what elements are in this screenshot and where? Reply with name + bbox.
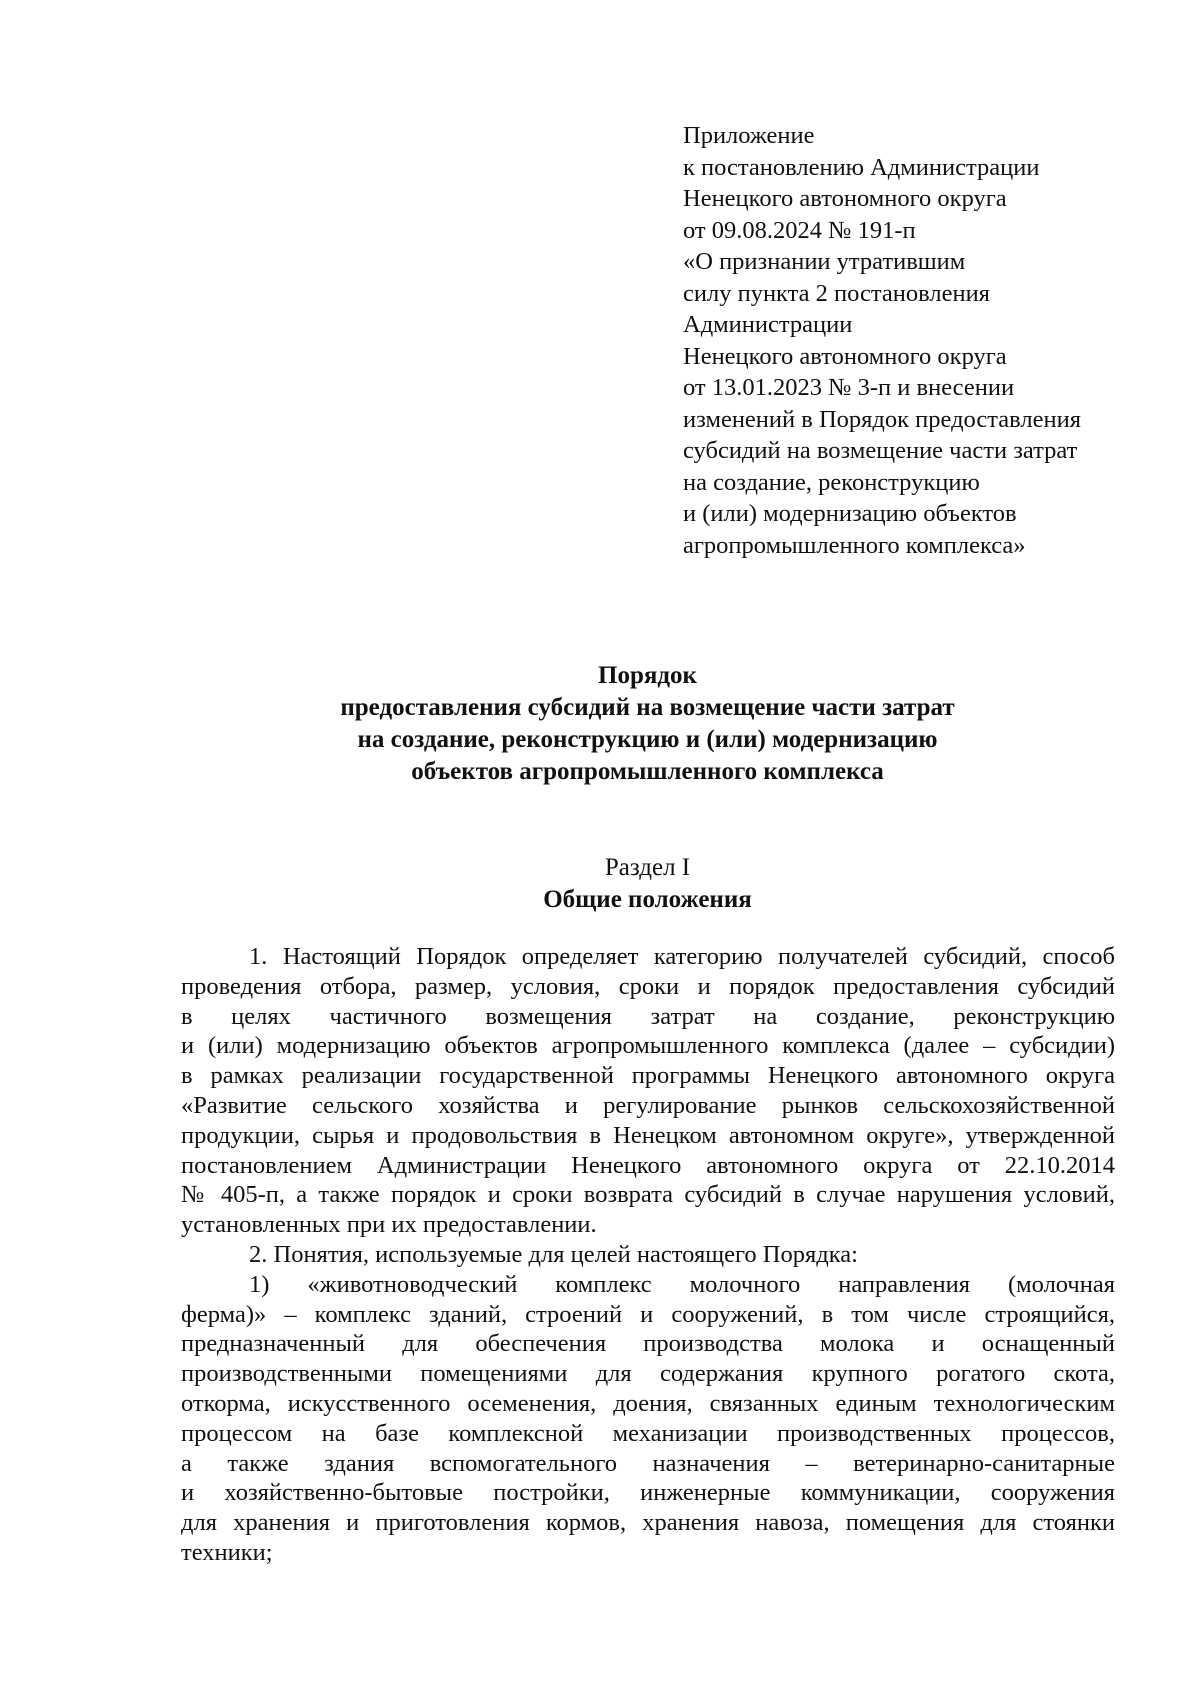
- section-header: [180, 852, 1115, 916]
- body-line: и (или) модернизацию объектов агропромышленного комплекса (далее – субсидии): [181, 1032, 1115, 1060]
- body-line: в целях частичного возмещения затрат на создание, реконструкцию: [181, 1002, 1115, 1030]
- document-title: [180, 660, 1115, 788]
- appendix-line: Администрации: [683, 311, 853, 338]
- appendix-block: [683, 120, 1163, 561]
- appendix-line: силу пункта 2 постановления: [683, 279, 990, 307]
- appendix-line: Ненецкого автономного округа: [683, 185, 1007, 212]
- title-line: Порядок: [598, 662, 697, 689]
- appendix-line: и (или) модернизацию объектов: [683, 500, 1017, 527]
- title-line: предоставления субсидий на возмещение части затрат: [340, 694, 955, 721]
- body-line: установленных при их предоставлении.: [181, 1211, 597, 1239]
- paragraph-2: [181, 1240, 1115, 1270]
- body-line: в рамках реализации государственной программы Ненецкого автономного округа: [181, 1062, 1115, 1090]
- appendix-line: Ненецкого автономного округа: [683, 342, 1007, 370]
- body-line: ферма)» – комплекс зданий, строений и сооружений, в том числе строящийся,: [181, 1300, 1115, 1328]
- body-line: проведения отбора, размер, условия, сроки и порядок предоставления субсидий: [181, 972, 1115, 1000]
- body-line: 1) «животноводческий комплекс молочного направления (молочная: [249, 1270, 1115, 1298]
- section-heading: Общие положения: [543, 886, 752, 913]
- section-label: Раздел I: [604, 854, 691, 881]
- appendix-line: на создание, реконструкцию: [683, 468, 980, 496]
- body-line: для хранения и приготовления кормов, хранения навоза, помещения для стоянки: [181, 1509, 1115, 1537]
- body-line: предназначенный для обеспечения производства молока и оснащенный: [181, 1330, 1115, 1358]
- body-line: техники;: [181, 1538, 273, 1566]
- appendix-line: к постановлению Администрации: [683, 153, 1040, 181]
- body-line: производственными помещениями для содержания крупного рогатого скота,: [181, 1360, 1115, 1388]
- appendix-line: «О признании утратившим: [683, 248, 966, 275]
- body-line: «Развитие сельского хозяйства и регулирование рынков сельскохозяйственной: [181, 1091, 1115, 1119]
- body-line: 2. Понятия, используемые для целей настоящего Порядка:: [249, 1240, 858, 1268]
- appendix-line: от 13.01.2023 № 3-п и внесении: [683, 374, 1015, 401]
- appendix-line: Приложение: [683, 122, 815, 149]
- body-line: и хозяйственно-бытовые постройки, инженерные коммуникации, сооружения: [181, 1479, 1115, 1507]
- appendix-line: изменений в Порядок предоставления: [683, 405, 1081, 433]
- document-body: [181, 942, 1115, 1568]
- appendix-line: от 09.08.2024 № 191-п: [683, 216, 916, 244]
- body-line: откорма, искусственного осеменения, доения, связанных единым технологическим: [181, 1389, 1115, 1417]
- body-line: а также здания вспомогательного назначения – ветеринарно-санитарные: [181, 1449, 1115, 1477]
- body-line: постановлением Администрации Ненецкого автономного округа от 22.10.2014: [181, 1151, 1115, 1179]
- appendix-line: агропромышленного комплекса»: [683, 531, 1026, 559]
- body-line: 1. Настоящий Порядок определяет категорию получателей субсидий, способ: [249, 943, 1115, 970]
- paragraph-3: [181, 1270, 1115, 1568]
- title-line: на создание, реконструкцию и (или) модернизацию: [357, 726, 938, 753]
- body-line: процессом на базе комплексной механизации производственных процессов,: [181, 1419, 1115, 1447]
- paragraph-1: [181, 942, 1115, 1240]
- appendix-line: субсидий на возмещение части затрат: [683, 437, 1078, 464]
- body-line: № 405-п, а также порядок и сроки возврата субсидий в случае нарушения условий,: [181, 1181, 1115, 1209]
- body-line: продукции, сырья и продовольствия в Ненецком автономном округе», утвержденной: [181, 1121, 1115, 1149]
- title-line: объектов агропромышленного комплекса: [411, 758, 884, 785]
